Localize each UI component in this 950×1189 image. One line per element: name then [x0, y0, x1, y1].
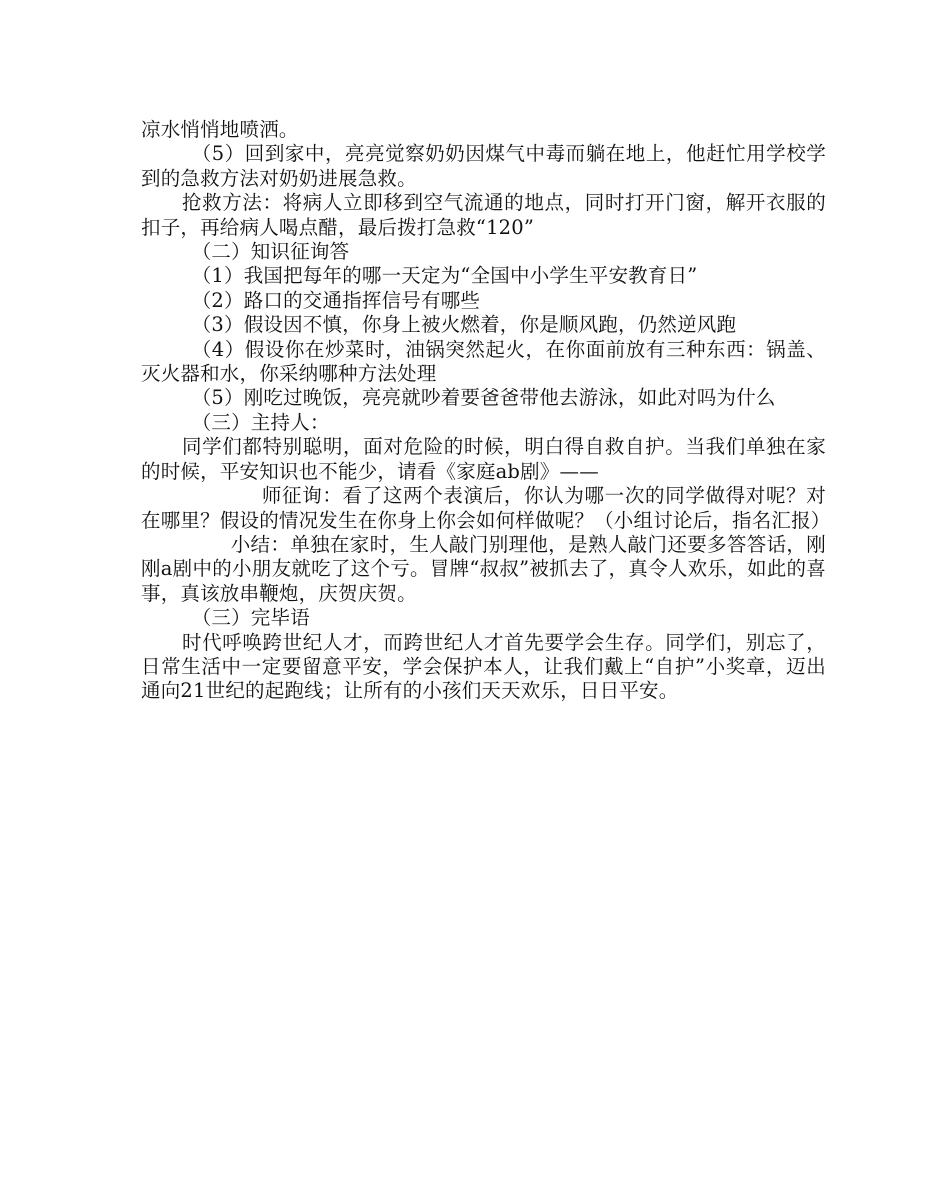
paragraph-item-5-gas: （5）回到家中，亮亮觉察奶奶因煤气中毒而躺在地上，他赶忙用学校学到的急救方法对奶奶进展急救。	[141, 142, 826, 190]
paragraph-question-4: （4）假设你在炒菜时，油锅突然起火，在你面前放有三种东西：锅盖、灭火器和水，你采纳哪种方法处理	[141, 337, 826, 386]
document-body	[141, 118, 831, 704]
paragraph-question-5: （5）刚吃过晚饭，亮亮就吵着要爸爸带他去游泳，如此对吗为什么	[191, 386, 776, 410]
paragraph-question-3: （3）假设因不慎，你身上被火燃着，你是顺风跑，仍然逆风跑	[191, 313, 737, 337]
paragraph-question-2: （2）路口的交通指挥信号有哪些	[191, 288, 481, 312]
section-heading-closing: （三）完毕语	[191, 606, 310, 630]
section-heading-host: （三）主持人：	[191, 410, 330, 434]
paragraph-rescue-method: 抢救方法：将病人立即移到空气流通的地点，同时打开门窗，解开衣服的扣子，再给病人喝点醋，最后拨打急救“120”	[141, 191, 826, 239]
paragraph-question-1: （1）我国把每年的哪一天定为“全国中小学生平安教育日”	[191, 264, 698, 288]
paragraph-continuation: 凉水悄悄地喷洒。	[141, 118, 299, 141]
paragraph-summary: 小结：单独在家时，生人敲门别理他，是熟人敲门还要多答答话，刚刚a剧中的小朋友就吃了这个亏。冒牌“叔叔”被抓去了，真令人欢乐，如此的喜事，真该放串鞭炮，庆贺庆贺。	[141, 532, 826, 605]
paragraph-host-speech: 同学们都特别聪明，面对危险的时候，明白得自救自护。当我们单独在家的时候，平安知识也不能少，请看《家庭ab剧》——	[141, 435, 826, 483]
paragraph-closing-speech: 时代呼唤跨世纪人才，而跨世纪人才首先要学会生存。同学们，别忘了，日常生活中一定要留意平安，学会保护本人，让我们戴上“自护”小奖章，迈出通向21世纪的起跑线；让所有的小孩们天天欢乐，日日平安。	[141, 630, 826, 703]
paragraph-teacher-question: 师征询：看了这两个表演后，你认为哪一次的同学做得对呢？对在哪里？假设的情况发生在你身上你会如何样做呢？（小组讨论后，指名汇报）	[141, 484, 831, 532]
section-heading-knowledge-qa: （二）知识征询答	[191, 240, 350, 264]
